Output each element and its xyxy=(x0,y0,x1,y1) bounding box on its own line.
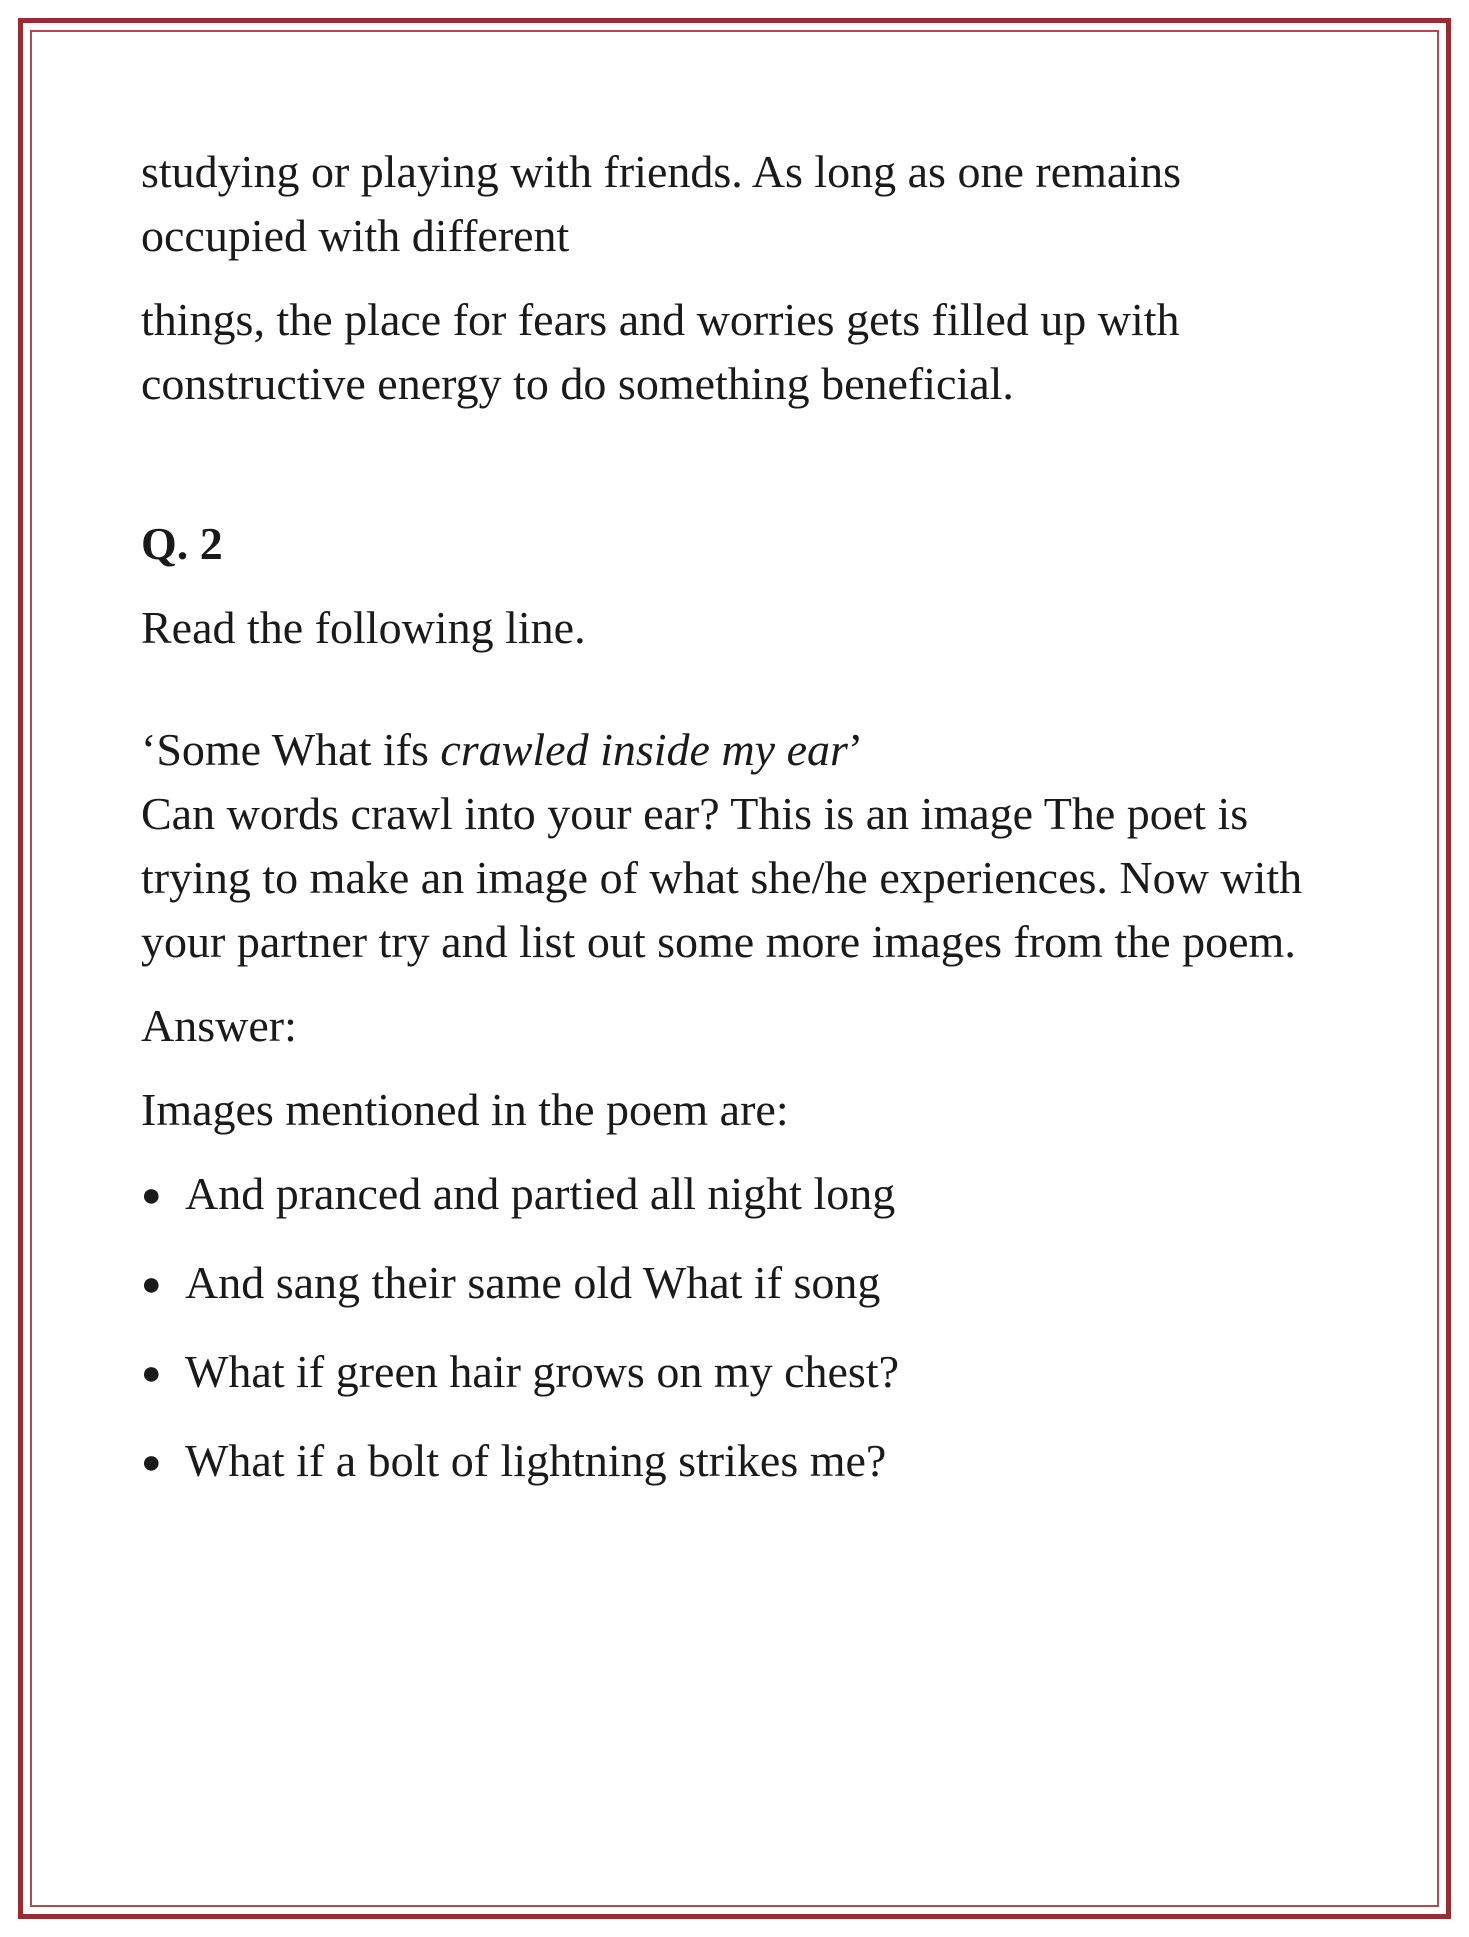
list-item xyxy=(141,1340,1341,1409)
bullet-icon xyxy=(141,1251,185,1320)
intro-paragraph-1 xyxy=(141,140,1341,268)
list-item xyxy=(141,1429,1341,1498)
answer-label: Answer: xyxy=(141,1000,297,1051)
quote-italic: crawled inside my ear xyxy=(440,724,848,775)
question-body xyxy=(141,718,1341,974)
page-content xyxy=(141,140,1341,1518)
answer-heading: Images mentioned in the poem are: xyxy=(141,1084,789,1135)
list-item-text: And sang their same old What if song xyxy=(185,1257,881,1308)
intro-line-2: occupied with different xyxy=(141,210,570,261)
intro-line-1: studying or playing with friends. As long as one remains xyxy=(141,146,1181,197)
question-instruction: Read the following line. xyxy=(141,602,586,653)
list-item-text: What if green hair grows on my chest? xyxy=(185,1346,900,1397)
bullet-icon xyxy=(141,1340,185,1409)
list-item-text: And pranced and partied all night long xyxy=(185,1168,896,1219)
question-label: Q. 2 xyxy=(141,518,223,569)
quote-close: ’ xyxy=(847,724,864,775)
list-item xyxy=(141,1251,1341,1320)
question-text: Can words crawl into your ear? This is an image The poet is trying to make an image of what she/he experiences. Now with your partner try and list out some more images from the poem. xyxy=(141,788,1303,967)
bullet-icon xyxy=(141,1162,185,1231)
bullet-icon xyxy=(141,1429,185,1498)
intro-paragraph-2: things, the place for fears and worries gets filled up with constructive energy to do something beneficial. xyxy=(141,294,1180,409)
image-list xyxy=(141,1162,1341,1498)
quote-open: ‘Some What ifs xyxy=(141,724,441,775)
list-item xyxy=(141,1162,1341,1231)
list-item-text: What if a bolt of lightning strikes me? xyxy=(185,1435,887,1486)
